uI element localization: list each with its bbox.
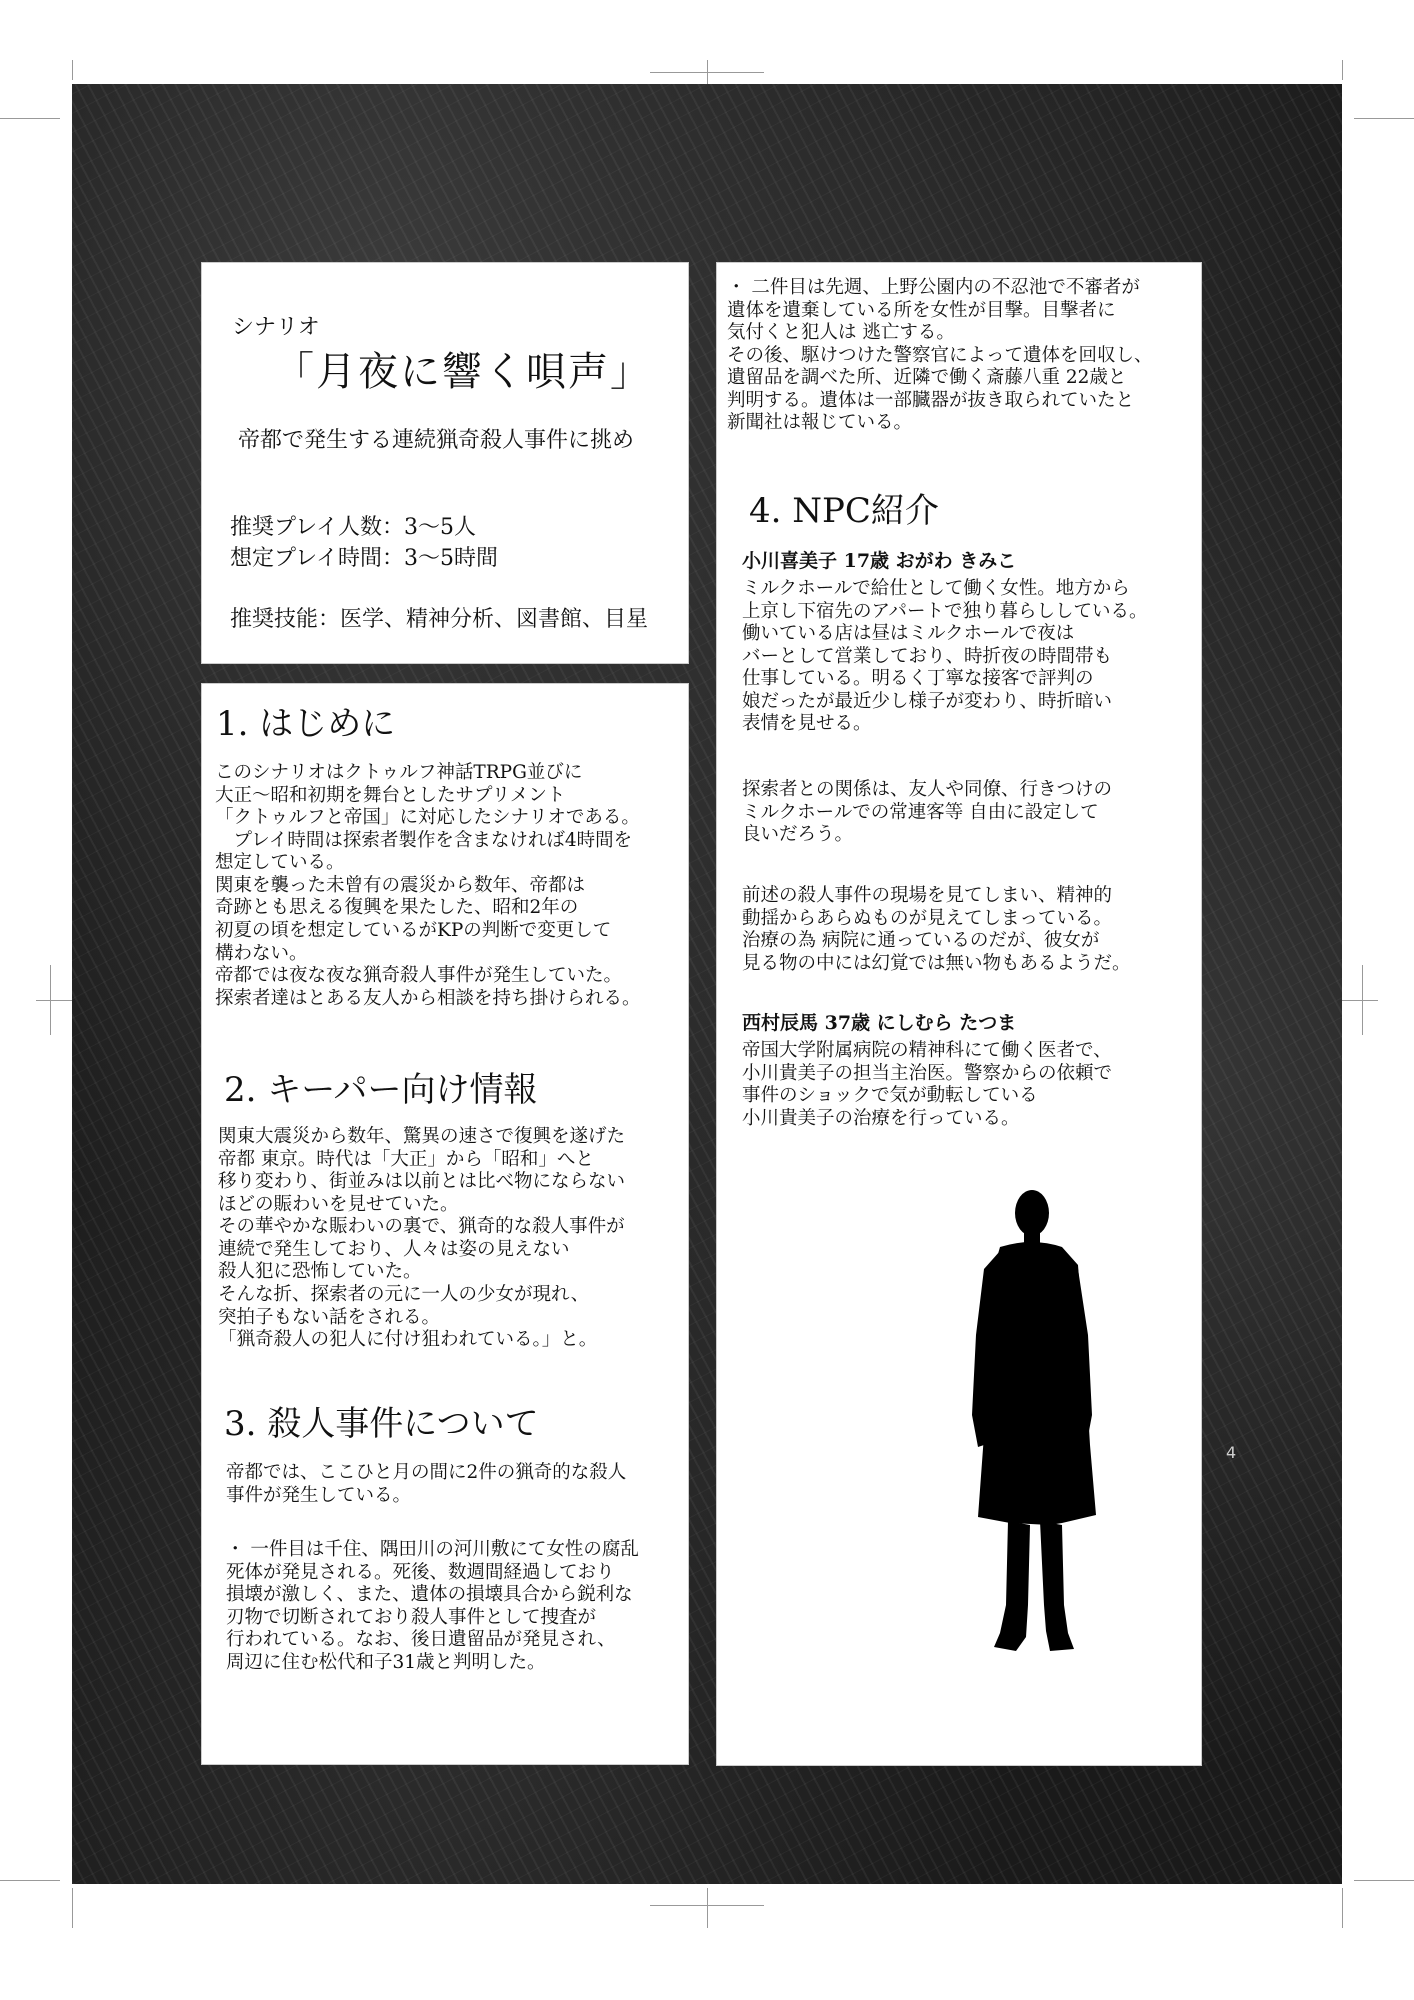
npc2-description: 帝国大学附属病院の精神科にて働く医者で、 小川貴美子の担当主治医。警察からの依頼で 事件のショックで気が動転している 小川貴美子の治療を行っている。 [742,1040,1113,1129]
crop-mark [1354,1880,1414,1881]
page-number: 4 [1226,1443,1237,1462]
crop-mark [1342,1000,1378,1001]
crop-mark [36,1000,72,1001]
npc1-description: ミルクホールで給仕として働く女性。地方から 上京し下宿先のアパートで独り暮らししている。 働いている店は昼はミルクホールで夜は バーとして営業しており、時折夜の時間帯も 仕事している。明るく丁寧な接客で評判の 娘だったが最近少し様子が変わり、時折暗い 表情を見せる。 [742,578,1148,735]
crop-mark [707,60,708,84]
crop-mark [0,1880,60,1881]
section2-body: 関東大震災から数年、驚異の速さで復興を遂げた 帝都 東京。時代は「大正」から「昭和」へと 移り変わり、街並みは以前とは比べ物にならない ほどの賑わいを見せていた。 その華やかな賑わいの裏で、猟奇的な殺人事件が 連続で発生しており、人々は姿の見えない 殺人犯に恐怖していた。 そんな折、探索者の元に一人の少女が現れ、 突拍子もない話をされる。 「猟奇殺人の犯人に付け狙われている。」と。 [218,1126,626,1351]
crop-mark [1342,60,1343,80]
crop-mark [50,965,51,1035]
scenario-subtitle: 帝都で発生する連続猟奇殺人事件に挑め [238,428,635,453]
scenario-label: シナリオ [232,315,320,340]
section3-case1: ・ 一件目は千住、隅田川の河川敷にて女性の腐乱 死体が発見される。死後、数週間経過しており 損壊が激しく、また、遺体の損壊具合から鋭利な 刃物で切断されており殺人事件として捜査が 行われている。なお、後日遺留品が発見され、 周辺に住む松代和子31歳と判明した。 [226,1539,639,1673]
crop-mark [1354,118,1414,119]
crop-mark [707,1888,708,1928]
section3-heading: 3. 殺人事件について [224,1404,539,1444]
npc1-name: 小川喜美子 17歳 おがわ きみこ [742,550,1017,572]
npc1-relationship: 探索者との関係は、友人や同僚、行きつけの ミルクホールでの常連客等 自由に設定して 良いだろう。 [742,779,1113,846]
section1-body: このシナリオはクトゥルフ神話TRPG並びに 大正～昭和初期を舞台としたサプリメント 「クトゥルフと帝国」に対応したシナリオである。 プレイ時間は探索者製作を含まなければ4時間を 想定している。 関東を襲った未曾有の震災から数年、帝都は 奇跡とも思える復興を果たした、昭和2年の 初夏の頃を想定しているがKPの判断で変更して 構わない。 帝都では夜な夜な猟奇殺人事件が発生していた。 探索者達はとある友人から相談を持ち掛けられる。 [215,762,641,1009]
recommended-skills: 推奨技能：医学、精神分析、図書館、目星 [230,607,649,632]
crop-mark [72,1888,73,1928]
crop-mark [1362,965,1363,1035]
npc-heading: 4. NPC紹介 [749,491,939,531]
scenario-title: 「月夜に響く唄声」 [274,349,652,395]
section3-intro: 帝都では、ここひと月の間に2件の猟奇的な殺人 事件が発生している。 [226,1462,627,1506]
case2-text: ・ 二件目は先週、上野公園内の不忍池で不審者が 遺体を遺棄している所を女性が目撃。目撃者に 気付くと犯人は 逃亡する。 その後、駆けつけた警察官によって遺体を回収し、 遺留品を調べた所、近隣で働く斎藤八重 22歳と 判明する。遺体は一部臓器が抜き取られていたと 新聞社は報じている。 [727,277,1153,434]
crop-mark [0,118,60,119]
crop-mark [1342,1888,1343,1928]
title-panel [201,262,689,664]
recommended-players: 推奨プレイ人数：3～5人 [230,515,477,540]
npc1-condition: 前述の殺人事件の現場を見てしまい、精神的 動揺からあらぬものが見えてしまっている。 治療の為 病院に通っているのだが、彼女が 見る物の中には幻覚では無い物もあるようだ。 [742,885,1131,974]
left-content-panel [201,683,689,1765]
expected-playtime: 想定プレイ時間：3～5時間 [230,546,499,571]
section2-heading: 2. キーパー向け情報 [224,1070,538,1110]
section1-heading: 1. はじめに [216,704,396,744]
npc2-name: 西村辰馬 37歳 にしむら たつま [742,1012,1017,1034]
crop-mark [72,60,73,80]
man-in-coat-silhouette-icon [950,1185,1100,1665]
